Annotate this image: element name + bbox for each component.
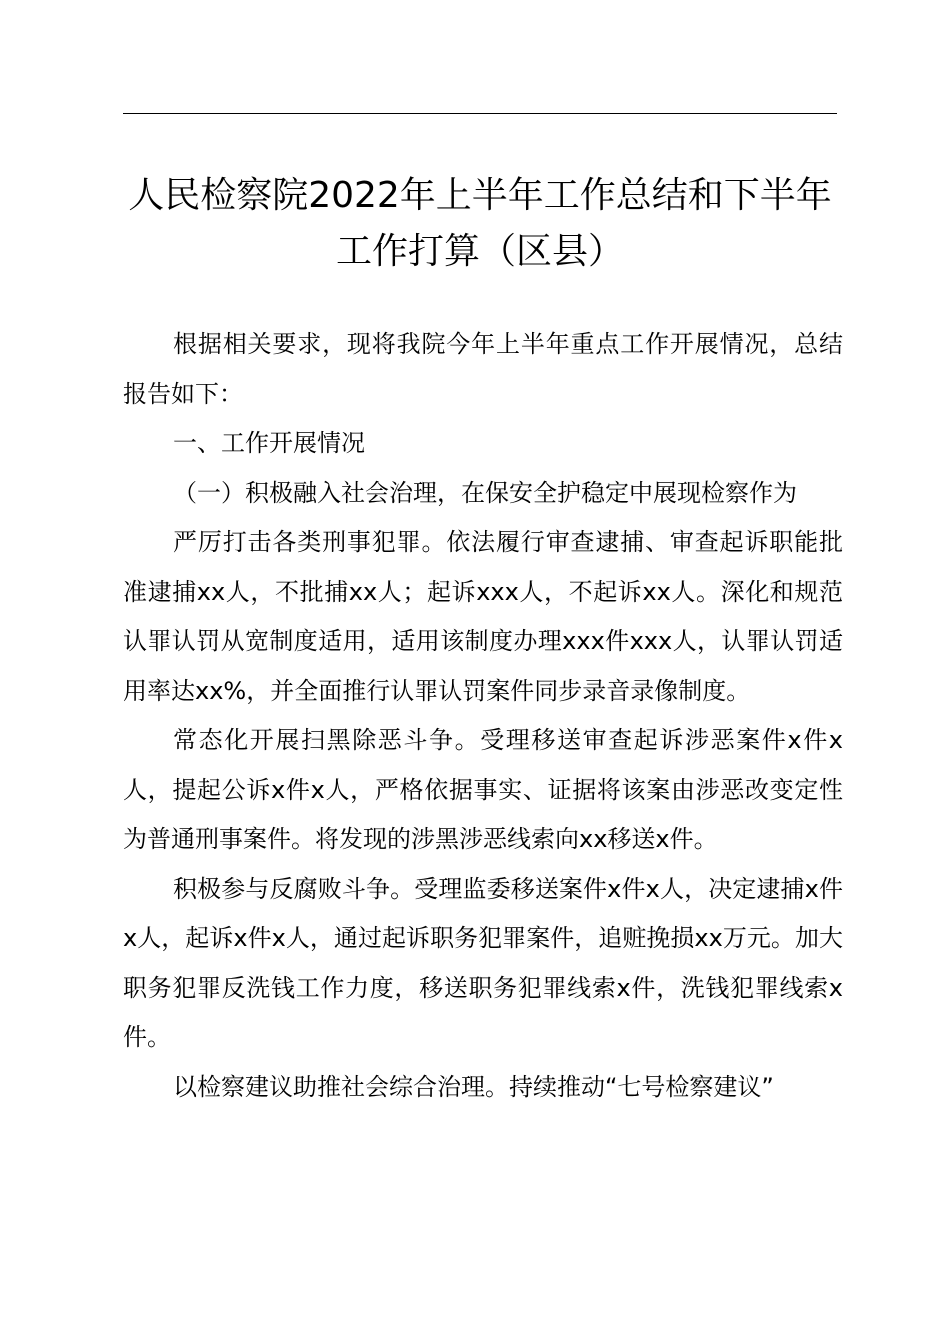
intro-paragraph: 根据相关要求，现将我院今年上半年重点工作开展情况，总结报告如下：	[123, 330, 843, 408]
title-line-2: 工作打算（区县）	[335, 231, 624, 272]
paragraph-crime: 严厉打击各类刑事犯罪。依法履行审查逮捕、审查起诉职能批准逮捕xx人，不批捕xx人；起诉xxx人，不起诉xx人。深化和规范认罪认罚从宽制度适用，适用该制度办理xxx件xxx人，认罪认罚适用率达xx%，并全面推行认罪认罚案件同步录音录像制度。	[123, 528, 843, 705]
title-line-1: 人民检察院2022年上半年工作总结和下半年	[128, 175, 832, 216]
document-title	[110, 168, 850, 280]
subsection-heading: （一）积极融入社会治理，在保安全护稳定中展现检察作为	[173, 478, 797, 507]
paragraph-corruption: 积极参与反腐败斗争。受理监委移送案件x件x人，决定逮捕x件x人，起诉x件x人，通过起诉职务犯罪案件，追赃挽损xx万元。加大职务犯罪反洗钱工作力度，移送职务犯罪线索x件，洗钱犯罪线索x件。	[123, 874, 843, 1051]
document-body	[123, 320, 843, 1112]
section-heading: 一、工作开展情况	[173, 429, 365, 457]
paragraph-suggestion: 以检察建议助推社会综合治理。持续推动“七号检察建议”	[173, 1072, 774, 1101]
paragraph-gang: 常态化开展扫黑除恶斗争。受理移送审查起诉涉恶案件x件x人，提起公诉x件x人，严格依据事实、证据将该案由涉恶改变定性为普通刑事案件。将发现的涉黑涉恶线索向xx移送x件。	[123, 726, 843, 853]
header-rule	[123, 113, 837, 114]
